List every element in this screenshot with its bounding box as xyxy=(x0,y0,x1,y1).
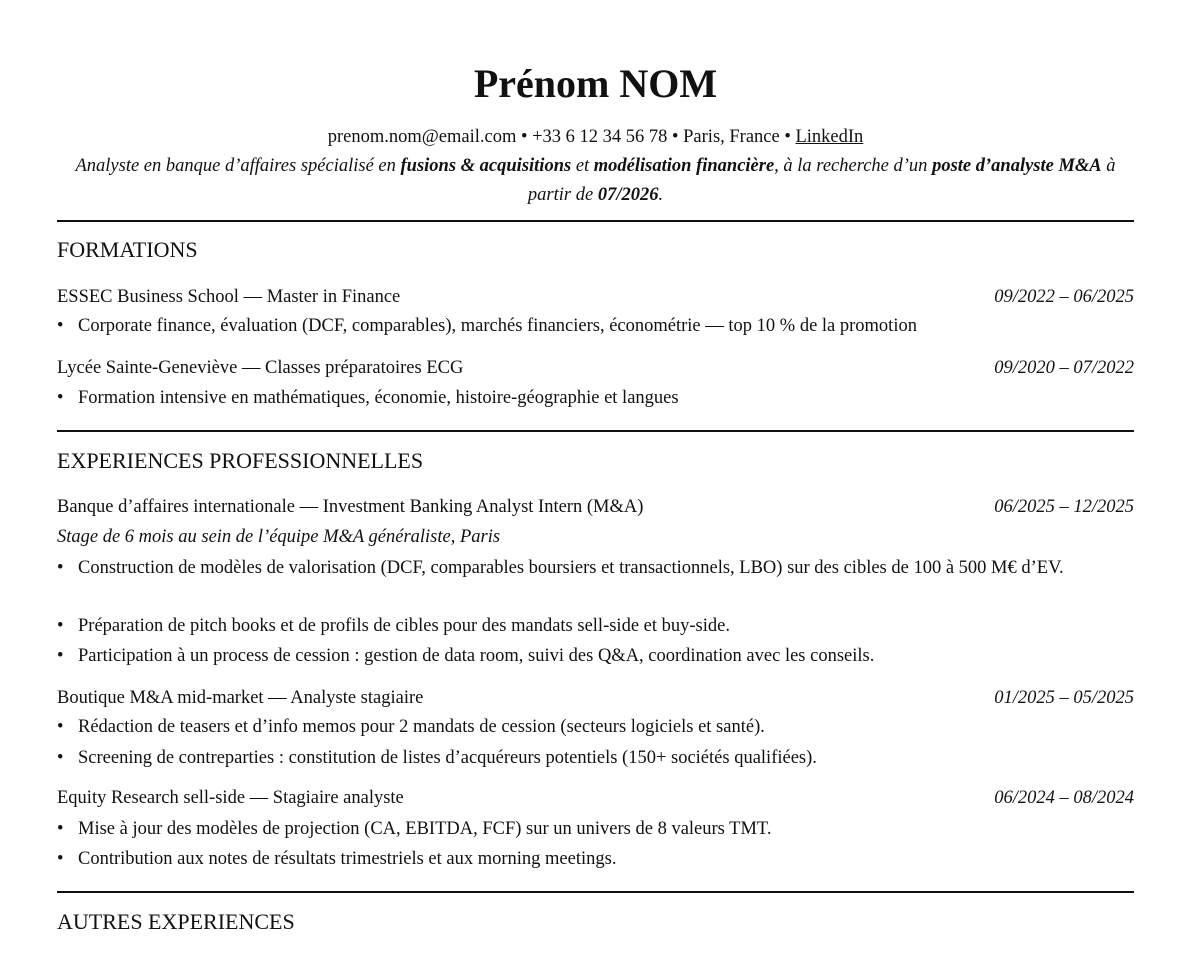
experience-entry-heading xyxy=(57,686,1134,710)
section-title-formations: FORMATIONS xyxy=(57,237,198,262)
summary-text: Analyste en banque d’affaires spécialisé en xyxy=(75,156,401,176)
section-title-experiences: EXPERIENCES PROFESSIONNELLES xyxy=(57,448,424,473)
list-item: • Contribution aux notes de résultats trimestriels et aux morning meetings. xyxy=(57,845,1128,874)
entry-dates: 06/2025 – 12/2025 xyxy=(994,497,1134,517)
separator: • xyxy=(779,127,796,147)
candidate-name: Prénom NOM xyxy=(473,61,718,106)
entry-title: Boutique M&A mid-market — Analyste stagiaire xyxy=(57,688,424,708)
profile-summary xyxy=(57,152,1134,210)
list-item: • Formation intensive en mathématiques, économie, histoire-géographie et langues xyxy=(57,384,1128,413)
section-divider xyxy=(57,430,1134,432)
linkedin-link[interactable]: LinkedIn xyxy=(795,127,864,147)
entry-dates: 01/2025 – 05/2025 xyxy=(994,688,1134,708)
summary-emphasis: 07/2026 xyxy=(597,185,659,205)
education-entry-heading xyxy=(57,285,1134,309)
summary-text: à partir de xyxy=(527,156,1116,205)
experience-entry-heading xyxy=(57,786,1134,810)
section-divider xyxy=(57,891,1134,893)
section-title-autres: AUTRES EXPERIENCES xyxy=(57,909,295,934)
list-item: • Préparation de pitch books et de profils de cibles pour des mandats sell-side et buy-side. xyxy=(57,612,1128,641)
entry-title: Lycée Sainte-Geneviève — Classes préparatoires ECG xyxy=(57,358,464,378)
list-item: • Mise à jour des modèles de projection (CA, EBITDA, FCF) sur un univers de 8 valeurs TMT. xyxy=(57,815,1128,844)
list-item: • Construction de modèles de valorisation (DCF, comparables boursiers et transactionnels, LBO) sur des cibles de 100 à 500 M€ d’EV. xyxy=(57,554,1128,583)
entry-title: Banque d’affaires internationale — Investment Banking Analyst Intern (M&A) xyxy=(57,497,644,517)
entry-dates: 06/2024 – 08/2024 xyxy=(994,788,1134,808)
section-divider xyxy=(57,220,1134,222)
list-item: • Corporate finance, évaluation (DCF, comparables), marchés financiers, économétrie — top 10 % de la promotion xyxy=(57,312,1128,341)
summary-text: , à la recherche d’un xyxy=(774,156,933,176)
list-item: • Screening de contreparties : constitution de listes d’acquéreurs potentiels (150+ sociétés qualifiées). xyxy=(57,744,1128,773)
list-item: • Participation à un process de cession : gestion de data room, suivi des Q&A, coordination avec les conseils. xyxy=(57,642,1128,671)
email-text[interactable]: prenom.nom@email.com xyxy=(327,127,517,147)
entry-title: Equity Research sell-side — Stagiaire analyste xyxy=(57,788,404,808)
education-entry-heading xyxy=(57,356,1134,380)
separator: • xyxy=(516,127,533,147)
phone-text: +33 6 12 34 56 78 xyxy=(532,127,668,147)
summary-emphasis: modélisation financière xyxy=(593,156,775,176)
separator: • xyxy=(667,127,684,147)
entry-dates: 09/2022 – 06/2025 xyxy=(994,287,1134,307)
contact-line xyxy=(57,125,1134,149)
experience-entry-heading xyxy=(57,495,1134,519)
entry-subtitle: Stage de 6 mois au sein de l’équipe M&A généraliste, Paris xyxy=(57,527,501,547)
resume-header xyxy=(57,58,1134,210)
location-text: Paris, France xyxy=(683,127,780,147)
list-item: • Rédaction de teasers et d’info memos pour 2 mandats de cession (secteurs logiciels et santé). xyxy=(57,713,1128,742)
summary-emphasis: fusions & acquisitions xyxy=(400,156,572,176)
entry-dates: 09/2020 – 07/2022 xyxy=(994,358,1134,378)
summary-text: . xyxy=(658,185,664,205)
summary-text: et xyxy=(571,156,594,176)
summary-emphasis: poste d’analyste M&A xyxy=(932,156,1102,176)
entry-title: ESSEC Business School — Master in Finance xyxy=(57,287,401,307)
